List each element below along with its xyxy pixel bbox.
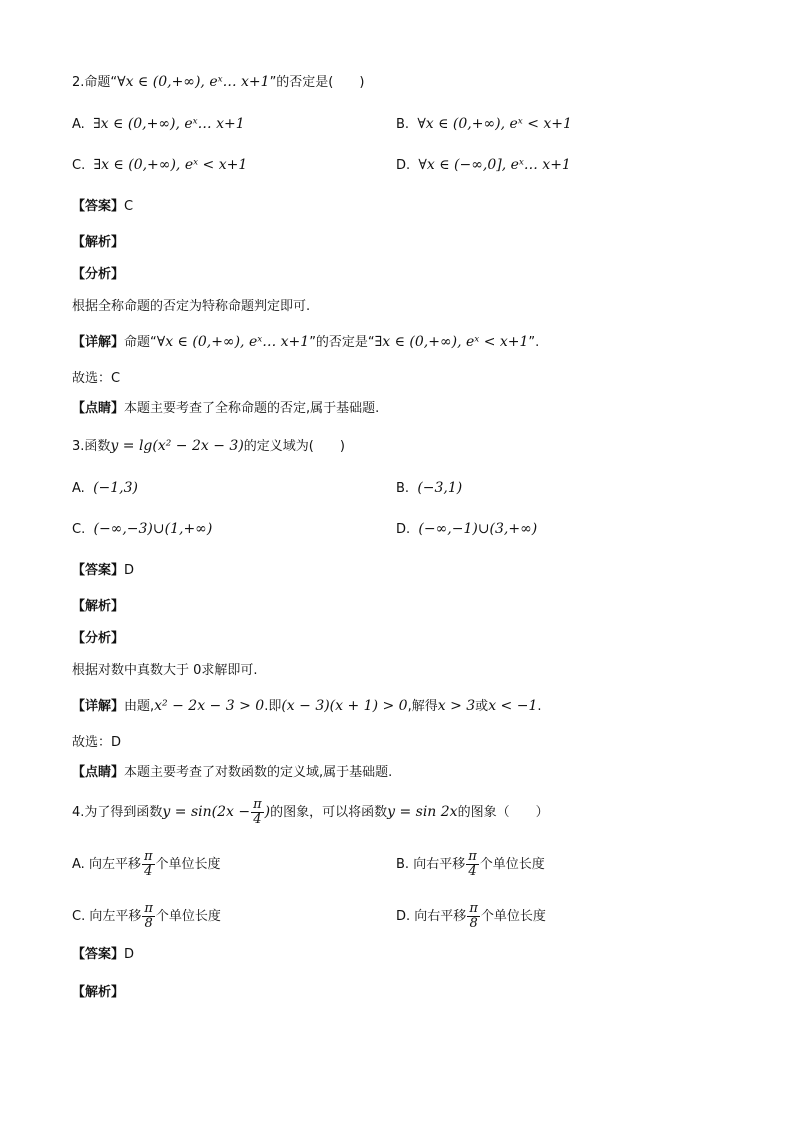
q4-option-a-text1: 向左平移 [88,857,141,872]
q4-option-a-label: A. [72,857,85,872]
q3-xiangjie-text4: 或 [475,699,489,714]
q3-xiangjie-tag: 【详解】 [72,699,125,714]
q2-xiangjie-text1: 命题“ [124,335,157,350]
q2-xiangjie-math2: ∃x ∈ (0,+∞), eˣ < x+1 [374,334,529,350]
q4-option-c-text2: 个单位长度 [155,909,221,924]
q2-option-a-label: A. [72,117,85,132]
q2-jiexi: 【解析】 [72,235,125,250]
q2-option-d-label: D. [396,158,411,173]
q2-xiangjie [72,332,539,353]
q3-xiangjie-text1: 由题, [124,699,155,714]
q2-option-c-math: ∃x ∈ (0,+∞), eˣ < x+1 [93,157,248,173]
q2-answer-value: C [124,199,134,214]
q3-xiangjie-text5: . [537,699,542,714]
fraction-denominator: 4 [253,812,262,827]
q4-option-d-text1: 向右平移 [414,909,467,924]
q3-answer [72,561,134,581]
fraction-numerator: π [468,849,477,864]
q4-option-b-label: B. [396,857,410,872]
q4-answer-tag: 【答案】 [72,947,125,962]
fraction-numerator: π [469,901,478,916]
q3-fenxi: 【分析】 [72,631,125,646]
q4-option-b-text2: 个单位长度 [479,857,545,872]
q4-stem-suffix: 的图象（ ） [457,805,549,820]
q3-stem-suffix: 的定义域为( ) [243,439,345,454]
q3-xiangjie-text2: .即 [264,699,282,714]
q2-option-a [72,114,245,135]
q4-stem-prefix: 4.为了得到函数 [72,805,163,820]
q3-option-b-math: (−3,1) [417,480,463,496]
q4-stem-math-a: y = sin(2x − [162,804,251,820]
q3-dianjing [72,763,392,783]
q4-option-a-text2: 个单位长度 [155,857,221,872]
q2-option-d [396,155,571,176]
q3-dianjing-text: 本题主要考查了对数函数的定义域,属于基础题. [124,765,393,780]
q4-option-a [72,850,221,879]
q2-xiangjie-math1: ∀x ∈ (0,+∞), eˣ… x+1 [156,334,310,350]
q2-fenxi: 【分析】 [72,267,125,282]
q3-option-a-math: (−1,3) [93,480,138,496]
q3-xiangjie-math4: x < −1 [488,698,538,714]
q3-xiangjie-text3: ,解得 [407,699,438,714]
q4-option-d [396,902,546,931]
q2-stem-math: ∀x ∈ (0,+∞), eˣ… x+1 [117,74,270,90]
q3-xiangjie [72,696,542,717]
q2-xiangjie-text3: ”. [528,335,540,350]
q2-option-b-math: ∀x ∈ (0,+∞), eˣ < x+1 [417,116,572,132]
q2-stem-prefix: 2.命题“ [72,75,118,90]
q2-stem-suffix: ”的否定是( ) [269,75,365,90]
fraction-denominator: 8 [469,916,478,931]
q3-option-b [396,478,462,499]
q3-xiangjie-math3: x > 3 [437,698,476,714]
fraction-numerator: π [253,797,262,812]
q3-option-c [72,519,212,540]
q4-option-c [72,902,221,931]
q2-stem [72,72,364,93]
q4-option-b-fraction [466,850,479,879]
q3-stem-math: y = lg(x² − 2x − 3) [110,438,244,454]
q3-option-c-math: (−∞,−3)∪(1,+∞) [93,521,213,537]
q3-option-c-label: C. [72,522,86,537]
q4-option-b [396,850,545,879]
fraction-denominator: 8 [144,916,153,931]
q2-option-b-label: B. [396,117,410,132]
q3-answer-tag: 【答案】 [72,563,125,578]
q3-xiangjie-math1: x² − 2x − 3 > 0 [154,698,265,714]
q4-option-d-fraction [467,902,480,931]
q2-choice: 故选：C [72,371,121,386]
q3-stem [72,436,345,457]
q4-option-c-fraction [142,902,155,931]
q4-stem [72,798,549,827]
q4-stem-math-c: y = sin 2x [387,804,458,820]
q3-jiexi: 【解析】 [72,599,125,614]
q3-xiangjie-math2: (x − 3)(x + 1) > 0 [281,698,408,714]
q2-dianjing-text: 本题主要考查了全称命题的否定,属于基础题. [124,401,380,416]
q4-option-d-text2: 个单位长度 [480,909,546,924]
q2-xiangjie-text2: ”的否定是“ [309,335,375,350]
q4-option-c-text1: 向左平移 [89,909,142,924]
q3-stem-prefix: 3.函数 [72,439,111,454]
q4-stem-math-b: ) [264,804,271,820]
q2-option-c [72,155,247,176]
q3-choice: 故选：D [72,735,122,750]
q3-fenxi-text: 根据对数中真数大于 0求解即可. [72,663,258,678]
q2-xiangjie-tag: 【详解】 [72,335,125,350]
q3-option-a-label: A. [72,481,85,496]
q4-option-a-fraction [142,850,155,879]
q2-fenxi-text: 根据全称命题的否定为特称命题判定即可. [72,299,311,314]
q4-stem-mid: 的图象，可以将函数 [270,805,388,820]
fraction-numerator: π [143,849,153,864]
q4-option-d-label: D. [396,909,411,924]
q3-option-d [396,519,537,540]
q3-answer-value: D [124,563,135,578]
fraction-denominator: 4 [144,864,153,879]
q2-option-c-label: C. [72,158,86,173]
q3-option-d-math: (−∞,−1)∪(3,+∞) [418,521,538,537]
q4-option-c-label: C. [72,909,86,924]
q2-dianjing [72,399,379,419]
q2-answer [72,197,133,217]
q2-dianjing-tag: 【点睛】 [72,401,125,416]
q2-answer-tag: 【答案】 [72,199,125,214]
q3-option-d-label: D. [396,522,411,537]
q2-option-b [396,114,572,135]
q3-option-a [72,478,138,499]
q4-answer-value: D [124,947,135,962]
fraction-denominator: 4 [468,864,477,879]
q4-answer [72,945,134,965]
fraction-numerator: π [144,901,153,916]
q3-option-b-label: B. [396,481,410,496]
q4-option-b-text1: 向右平移 [413,857,466,872]
q2-option-d-math: ∀x ∈ (−∞,0], eˣ… x+1 [418,157,571,173]
q4-stem-fraction [251,798,264,827]
q2-option-a-math: ∃x ∈ (0,+∞), eˣ… x+1 [93,116,245,132]
q4-jiexi: 【解析】 [72,985,125,1000]
q3-dianjing-tag: 【点睛】 [72,765,125,780]
